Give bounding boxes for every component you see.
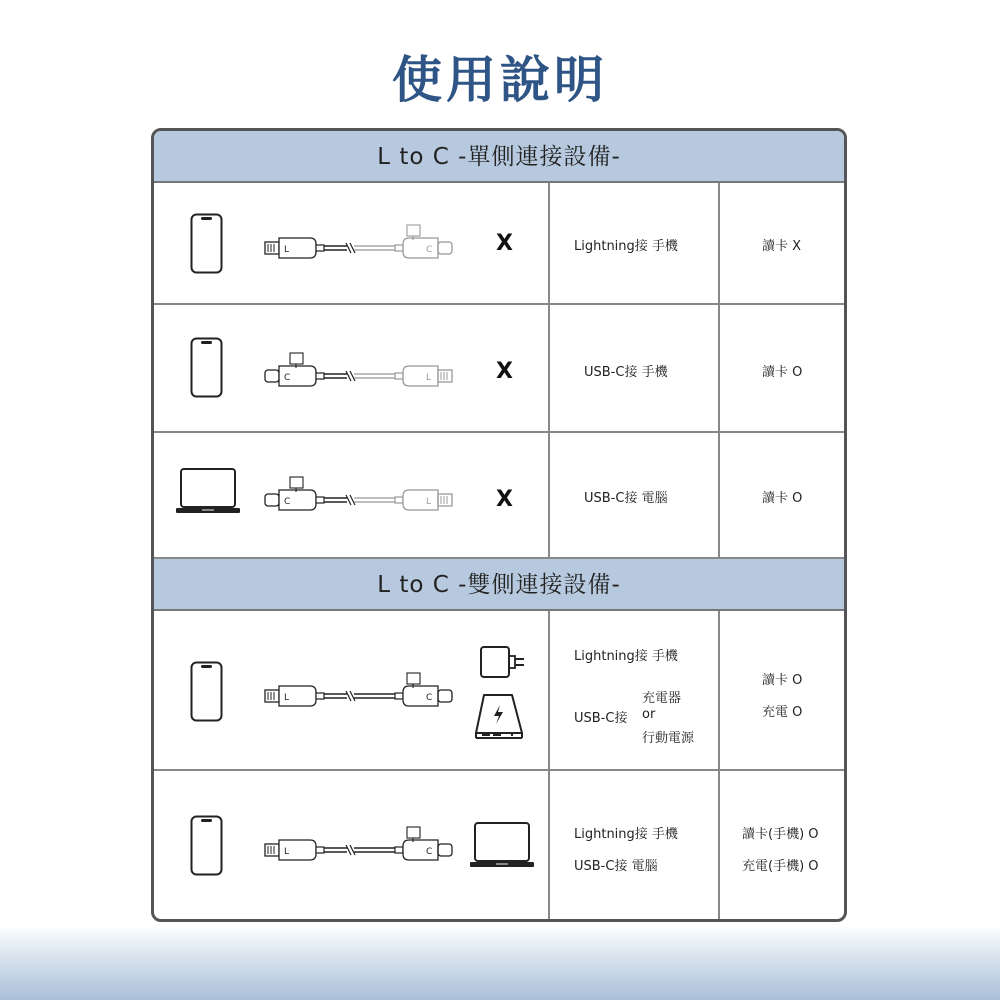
- cable-l-to-c-icon: [262, 669, 462, 719]
- section-header-single-label: L to C -單側連接設備-: [377, 144, 621, 170]
- result-label-charge: 充電 O: [762, 705, 803, 720]
- svg-text:L: L: [284, 245, 290, 255]
- table-row: [154, 305, 844, 433]
- cable-l-to-c-icon: [262, 823, 462, 873]
- table-row: [154, 611, 844, 771]
- result-label-read: 讀卡(手機) O: [742, 827, 819, 842]
- connection-label-lightning: Lightning接 手機: [574, 649, 678, 664]
- svg-text:C: C: [426, 693, 433, 703]
- laptop-icon: [470, 821, 536, 871]
- x-mark: X: [496, 359, 513, 384]
- charger-icon: [479, 645, 529, 685]
- result-label: 讀卡 O: [762, 491, 803, 506]
- section-header-dual: [154, 559, 844, 611]
- connection-label-usbc: USB-C接 電腦: [574, 859, 658, 874]
- column-divider: [548, 305, 550, 431]
- phone-icon: [190, 815, 224, 877]
- phone-icon: [190, 213, 224, 275]
- instruction-table: [151, 128, 847, 922]
- section-header-dual-label: L to C -雙側連接設備-: [377, 572, 621, 598]
- column-divider: [548, 771, 550, 922]
- table-row: [154, 771, 844, 922]
- column-divider: [718, 771, 720, 922]
- table-row: [154, 183, 844, 305]
- laptop-icon: [176, 467, 242, 517]
- section-header-single: [154, 131, 844, 183]
- connection-option-power-bank: 行動電源: [642, 731, 695, 746]
- column-divider: [718, 305, 720, 431]
- svg-text:C: C: [426, 847, 433, 857]
- result-label-read: 讀卡 O: [762, 673, 803, 688]
- svg-text:L: L: [284, 847, 290, 857]
- phone-icon: [190, 661, 224, 723]
- result-label-charge: 充電(手機) O: [742, 859, 819, 874]
- result-label: 讀卡 O: [762, 365, 803, 380]
- connection-option-or: or: [642, 707, 656, 722]
- connection-label: Lightning接 手機: [574, 239, 678, 254]
- connection-option-charger: 充電器: [642, 691, 682, 706]
- svg-text:L: L: [284, 693, 290, 703]
- table-row: [154, 433, 844, 559]
- connection-label: USB-C接 電腦: [584, 491, 668, 506]
- connection-label-usbc: USB-C接: [574, 711, 628, 726]
- result-label: 讀卡 X: [762, 239, 802, 254]
- cable-c-to-l-icon: [262, 349, 462, 399]
- column-divider: [718, 433, 720, 557]
- svg-text:L: L: [426, 373, 432, 383]
- svg-text:C: C: [284, 497, 291, 507]
- bottom-gradient-band: [0, 925, 1000, 1000]
- connection-label-lightning: Lightning接 手機: [574, 827, 678, 842]
- column-divider: [718, 611, 720, 769]
- cable-c-to-l-icon: [262, 473, 462, 523]
- cable-l-to-c-icon: [262, 221, 462, 271]
- column-divider: [548, 611, 550, 769]
- phone-icon: [190, 337, 224, 399]
- svg-text:C: C: [284, 373, 291, 383]
- column-divider: [718, 183, 720, 303]
- column-divider: [548, 183, 550, 303]
- svg-text:C: C: [426, 245, 433, 255]
- connection-label: USB-C接 手機: [584, 365, 668, 380]
- page-title: 使用說明: [392, 51, 608, 109]
- x-mark: X: [496, 231, 513, 256]
- column-divider: [548, 433, 550, 557]
- svg-text:L: L: [426, 497, 432, 507]
- x-mark: X: [496, 487, 513, 512]
- power-bank-icon: [472, 691, 528, 741]
